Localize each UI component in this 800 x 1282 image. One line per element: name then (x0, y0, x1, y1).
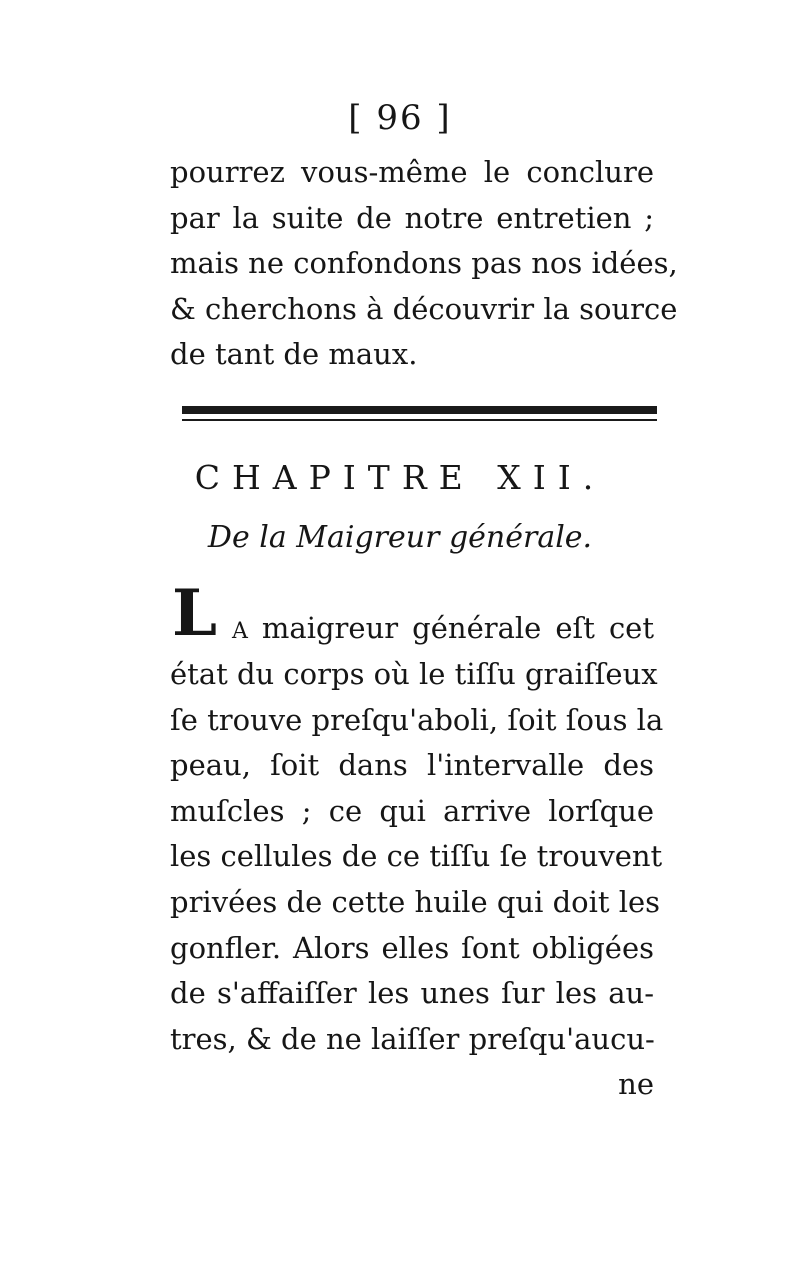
text-line: gonfler. Alors elles ſont obligées (170, 930, 654, 965)
text-line: mais ne confondons pas nos idées, (170, 246, 678, 281)
text-line: peau, ſoit dans l'intervalle des (170, 748, 654, 783)
text-line: de s'affaiſſer les unes ſur les au- (170, 976, 654, 1011)
continued-paragraph (170, 150, 678, 378)
text-line: les cellules de ce tiſſu ſe trouvent (170, 839, 663, 874)
text-line: tres, & de ne laiſſer preſqu'aucu- (170, 1021, 655, 1056)
text-line: privées de cette huile qui doit les (170, 884, 661, 919)
chapter-heading: CHAPITRE XII. (194, 458, 606, 497)
drop-cap: L (172, 576, 217, 651)
text-line: muſcles ; ce qui arrive lorſque (170, 793, 654, 828)
text-line: état du corps où le tiſſu graiſſeux (170, 657, 658, 691)
text-line: & cherchons à découvrir la source (170, 291, 678, 326)
chapter-subtitle: De la Maigreur générale. (207, 520, 593, 555)
catchword: ne (618, 1067, 654, 1102)
first-line-small-caps: A (232, 619, 248, 644)
text-line: pourrez vous-même le conclure (170, 155, 654, 189)
page-number: [ 96 ] (348, 98, 452, 138)
text-line: ſe trouve preſqu'aboli, ſoit ſous la (170, 702, 664, 737)
text-line: par la suite de notre entretien ; (170, 200, 654, 235)
chapter-paragraph (170, 652, 664, 1108)
ornamental-rule-thin (182, 419, 657, 421)
first-line-text: maigreur générale eſt cet (247, 611, 654, 645)
first-line (232, 606, 654, 652)
ornamental-rule-thick (182, 406, 657, 414)
text-line: de tant de maux. (170, 337, 418, 372)
